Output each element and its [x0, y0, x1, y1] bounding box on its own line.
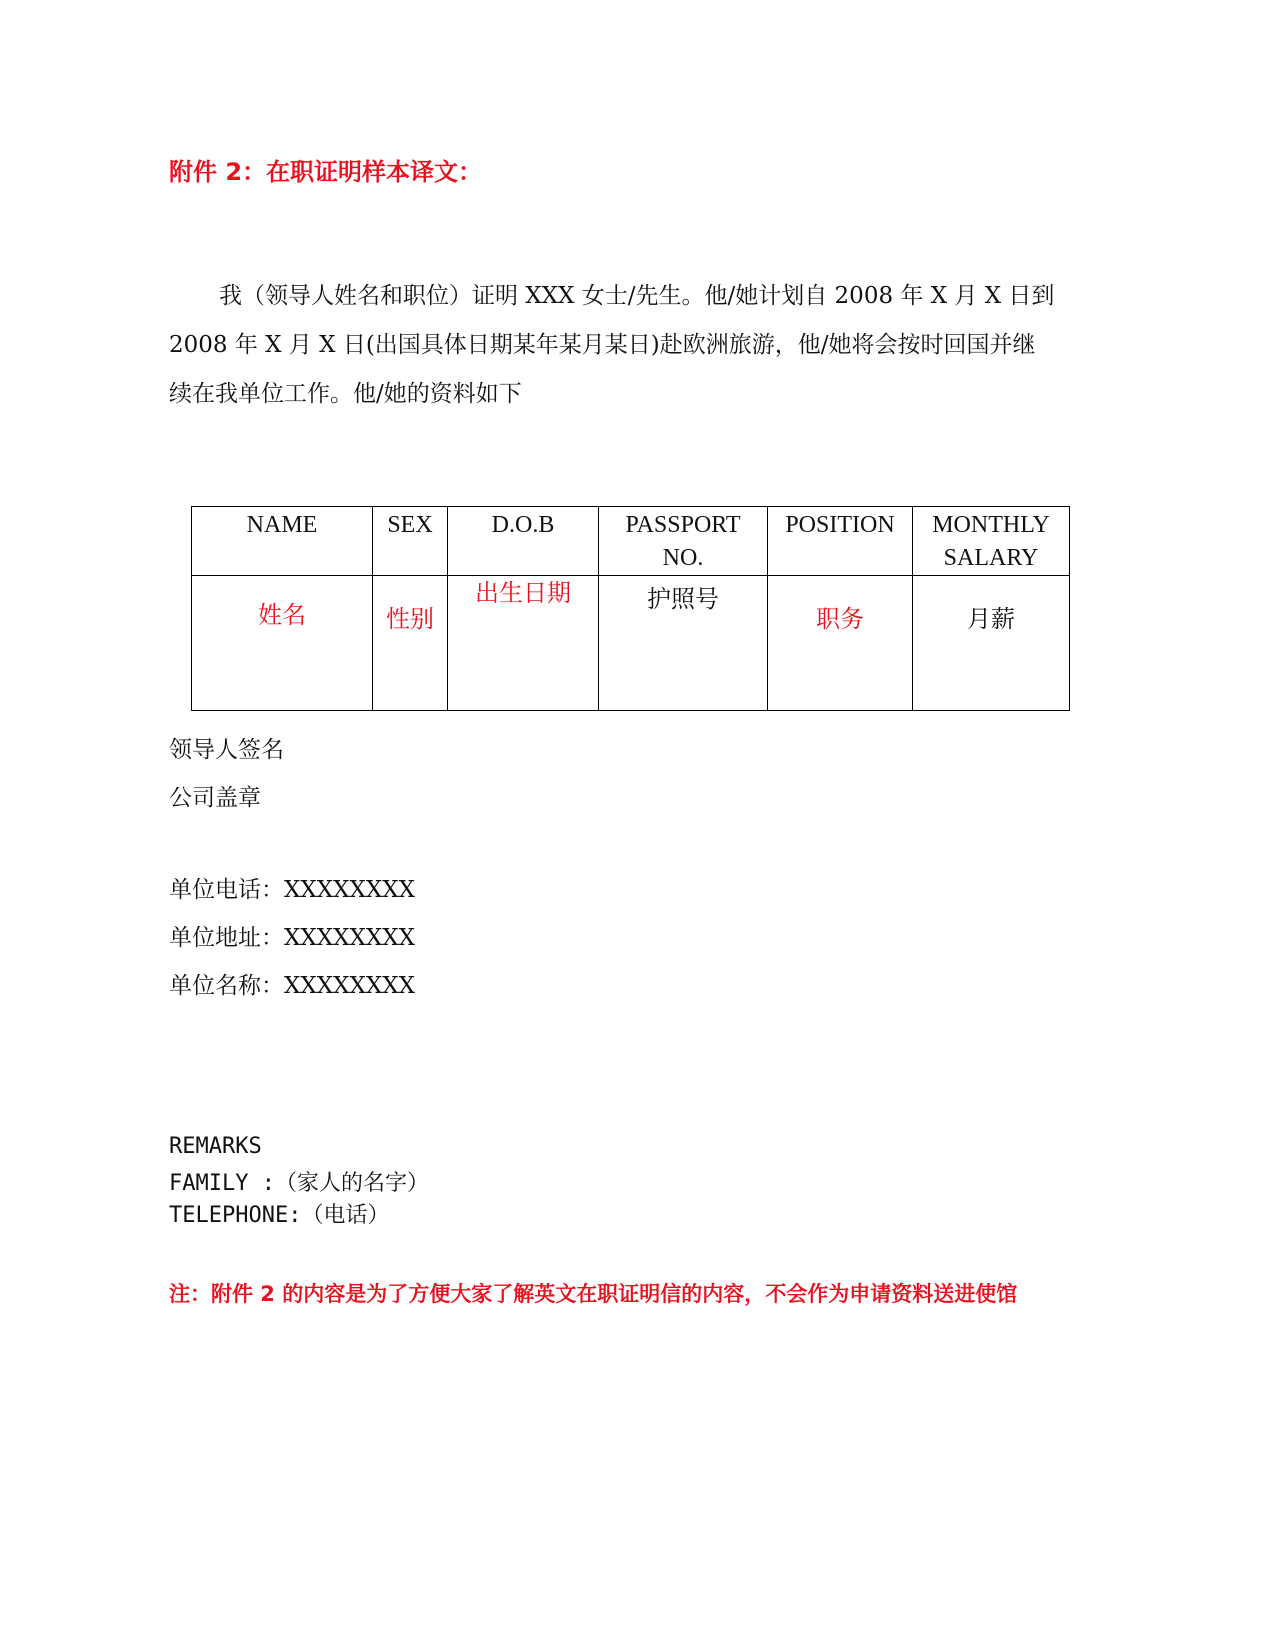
value-name: 姓名: [192, 576, 373, 711]
header-name: NAME: [192, 507, 373, 576]
table-header-row: [192, 507, 1070, 576]
table-value-row: [192, 576, 1070, 711]
leader-signature-label: 领导人签名: [169, 737, 284, 763]
value-sex: 性别: [373, 576, 448, 711]
certificate-paragraph: [169, 272, 1099, 419]
remarks-title: REMARKS: [169, 1134, 262, 1159]
value-monthly-salary: 月薪: [913, 576, 1070, 711]
paragraph-line-3: 续在我单位工作。他/她的资料如下: [169, 381, 522, 407]
paragraph-line-1: 我（领导人姓名和职位）证明 XXX 女士/先生。他/她计划自 2008 年 X 月 X 日到: [219, 283, 1055, 309]
header-passport-no: PASSPORT NO.: [599, 507, 768, 576]
header-sex: SEX: [373, 507, 448, 576]
employee-info-table: [191, 506, 1070, 711]
company-address: 单位地址：XXXXXXXX: [169, 925, 415, 951]
header-monthly-salary: MONTHLY SALARY: [913, 507, 1070, 576]
value-dob: 出生日期: [448, 576, 599, 711]
company-name: 单位名称：XXXXXXXX: [169, 973, 415, 999]
remarks-family: FAMILY :（家人的名字）: [169, 1171, 429, 1196]
value-position: 职务: [768, 576, 913, 711]
header-position: POSITION: [768, 507, 913, 576]
footnote: 注：附件 2 的内容是为了方便大家了解英文在职证明信的内容，不会作为申请资料送进使馆: [169, 1282, 1018, 1306]
company-phone: 单位电话：XXXXXXXX: [169, 877, 415, 903]
remarks-telephone: TELEPHONE:（电话）: [169, 1203, 390, 1228]
company-stamp-label: 公司盖章: [169, 785, 261, 811]
header-dob: D.O.B: [448, 507, 599, 576]
value-passport-no: 护照号: [599, 576, 768, 711]
paragraph-line-2: 2008 年 X 月 X 日(出国具体日期某年某月某日)赴欧洲旅游，他/她将会按时回国并继: [169, 332, 1036, 358]
attachment-heading: 附件 2：在职证明样本译文：: [169, 158, 483, 186]
